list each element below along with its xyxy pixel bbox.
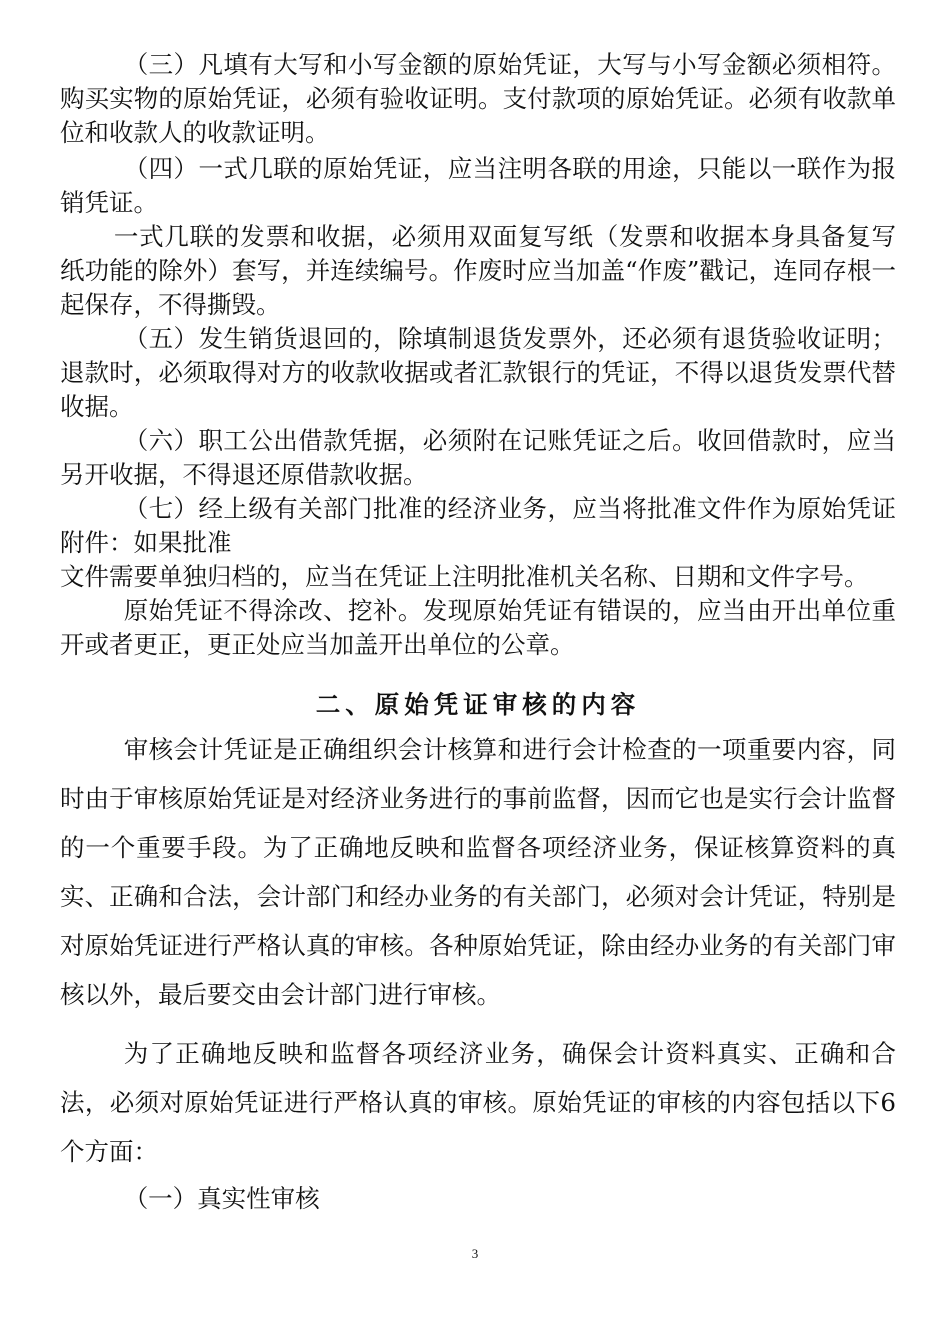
paragraph-item-3: （三）凡填有大写和小写金额的原始凭证，大写与小写金额必须相符。购买实物的原始凭证，必须有验收证明。支付款项的原始凭证。必须有收款单位和收款人的收款证明。 [60,50,896,147]
paragraph-audit-importance: 审核会计凭证是正确组织会计核算和进行会计检查的一项重要内容，同时由于审核原始凭证是对经济业务进行的事前监督，因而它也是实行会计监督的一个重要手段。为了正确地反映和监督各项经济业务，保证核算资料的真实、正确和合法，会计部门和经办业务的有关部门，必须对会计凭证，特别是对原始凭证进行严格认真的审核。各种原始凭证，除由经办业务的有关部门审核以外，最后要交由会计部门进行审核。 [60,735,896,1009]
paragraph-item-7-continued: 文件需要单独归档的，应当在凭证上注明批准机关名称、日期和文件字号。 [60,562,869,591]
paragraph-audit-content: 为了正确地反映和监督各项经济业务，确保会计资料真实、正确和合法，必须对原始凭证进行严格认真的审核。原始凭证的审核的内容包括以下6个方面： [60,1039,896,1166]
paragraph-item-4: （四）一式几联的原始凭证，应当注明各联的用途，只能以一联作为报销凭证。 [60,154,896,217]
paragraph-item-6: （六）职工公出借款凭据，必须附在记账凭证之后。收回借款时，应当另开收据，不得退还原借款收据。 [60,426,896,489]
paragraph-item-5: （五）发生销货退回的，除填制退货发票外，还必须有退货验收证明；退款时，必须取得对方的收款收据或者汇款银行的凭证，不得以退货发票代替收据。 [60,324,896,421]
subheading-authenticity-audit: （一）真实性审核 [123,1184,320,1213]
section-heading: 二、原始凭证审核的内容 [315,690,641,719]
paragraph-no-alteration: 原始凭证不得涂改、挖补。发现原始凭证有错误的，应当由开出单位重开或者更正，更正处应当加盖开出单位的公章。 [60,596,896,659]
page-number: 3 [471,1246,479,1261]
paragraph-item-7: （七）经上级有关部门批准的经济业务，应当将批准文件作为原始凭证附件：如果批准 [60,494,896,557]
paragraph-invoice-rules: 一式几联的发票和收据，必须用双面复写纸（发票和收据本身具备复写纸功能的除外）套写，并连续编号。作废时应当加盖“作废”戳记，连同存根一起保存，不得撕毁。 [60,222,896,319]
